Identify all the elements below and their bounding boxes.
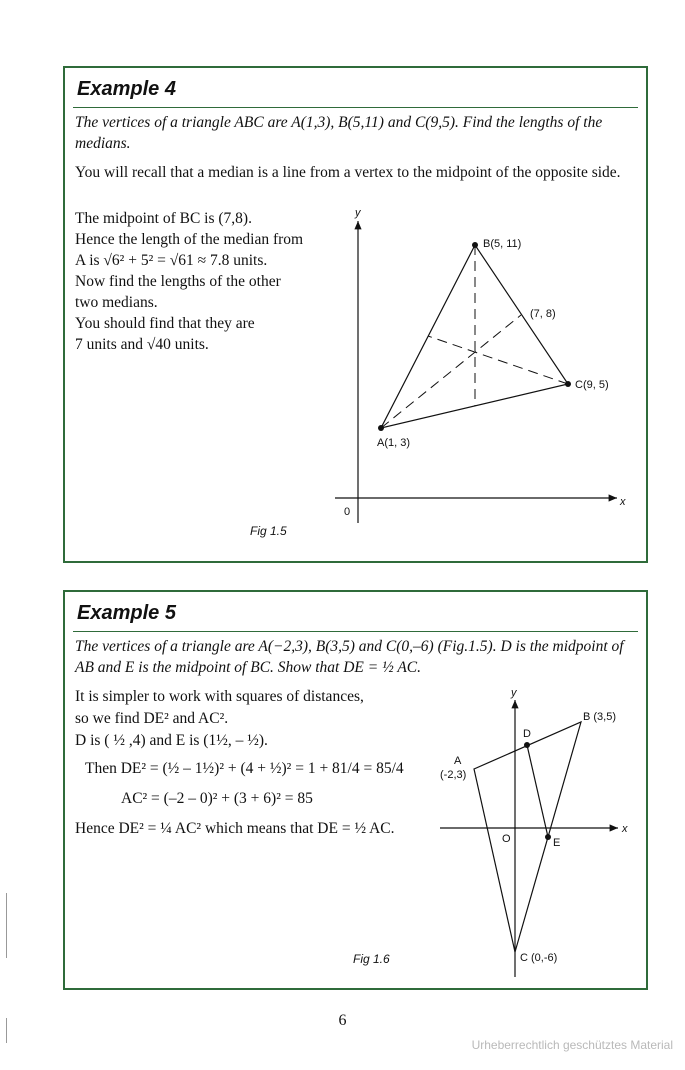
point-e [545, 834, 551, 840]
example-5-line-5: AC² = (–2 – 0)² + (3 + 6)² = 85 [121, 790, 313, 807]
origin-label: O [502, 833, 511, 845]
margin-mark [6, 893, 7, 958]
label-a-coords: (-2,3) [440, 769, 467, 781]
x-axis-label: x [622, 823, 628, 835]
example-4-box [63, 66, 648, 563]
example-4-title: Example 4 [77, 78, 176, 100]
label-b: B(5, 11) [483, 238, 522, 250]
fig-1-6-caption: Fig 1.6 [353, 952, 390, 966]
point-d [524, 742, 530, 748]
margin-mark [6, 1018, 7, 1043]
point-c [565, 381, 571, 387]
label-midpoint: (7, 8) [530, 308, 556, 320]
example-4-problem: The vertices of a triangle ABC are A(1,3), B(5,11) and C(9,5). Find the lengths of the medians. [75, 114, 603, 152]
y-axis-label: y [511, 687, 517, 699]
label-a: A(1, 3) [377, 437, 411, 449]
label-e: E [553, 837, 561, 849]
origin-label: 0 [344, 506, 351, 518]
example-4-recall: You will recall that a median is a line from a vertex to the midpoint of the opposite side. [75, 164, 621, 181]
label-c: C (0,-6) [520, 952, 558, 964]
example-4-line-6: You should find that they are [75, 315, 255, 332]
example-4-line-2: Hence the length of the median from [75, 231, 304, 248]
example-4-figure [65, 68, 646, 561]
example-4-line-3: A is √6² + 5² = √61 ≈ 7.8 units. [75, 252, 268, 269]
example-5-line-6: Hence DE² = ¼ AC² which means that DE = ½ AC. [75, 820, 395, 837]
example-5-figure [65, 592, 646, 988]
example-4-line-4: Now find the lengths of the other [75, 273, 281, 290]
example-4-line-7: 7 units and √40 units. [75, 336, 209, 353]
example-5-line-4: Then DE² = (½ – 1½)² + (4 + ½)² = 1 + 81/4 = 85/4 [85, 760, 404, 777]
example-5-title: Example 5 [77, 602, 176, 624]
page-number: 6 [338, 1012, 347, 1029]
example-5-problem: The vertices of a triangle are A(−2,3), B(3,5) and C(0,–6) (Fig.1.5). D is the midpoint of AB and E is the midpoint of BC. Show that DE = ½ AC. [75, 638, 624, 676]
label-d: D [523, 728, 531, 740]
example-5-line-2: so we find DE² and AC². [75, 710, 229, 727]
label-c: C(9, 5) [575, 379, 609, 391]
watermark: Urheberrechtlich geschütztes Material [471, 1038, 673, 1052]
segment-de [527, 745, 548, 837]
triangle-abc [474, 722, 581, 952]
fig-1-5-caption: Fig 1.5 [250, 524, 287, 538]
example-5-line-3: D is ( ½ ,4) and E is (1½, – ½). [75, 732, 268, 749]
label-a: A [454, 755, 462, 767]
triangle-abc [381, 245, 568, 428]
point-a [378, 425, 384, 431]
example-4-line-1: The midpoint of BC is (7,8). [75, 210, 252, 227]
x-axis-label: x [620, 496, 626, 508]
y-axis-label: y [355, 207, 361, 219]
example-5-line-1: It is simpler to work with squares of distances, [75, 688, 364, 705]
median-from-c [428, 336, 568, 384]
point-b [472, 242, 478, 248]
example-5-box [63, 590, 648, 990]
example-4-line-5: two medians. [75, 294, 158, 311]
label-b: B (3,5) [583, 711, 617, 723]
